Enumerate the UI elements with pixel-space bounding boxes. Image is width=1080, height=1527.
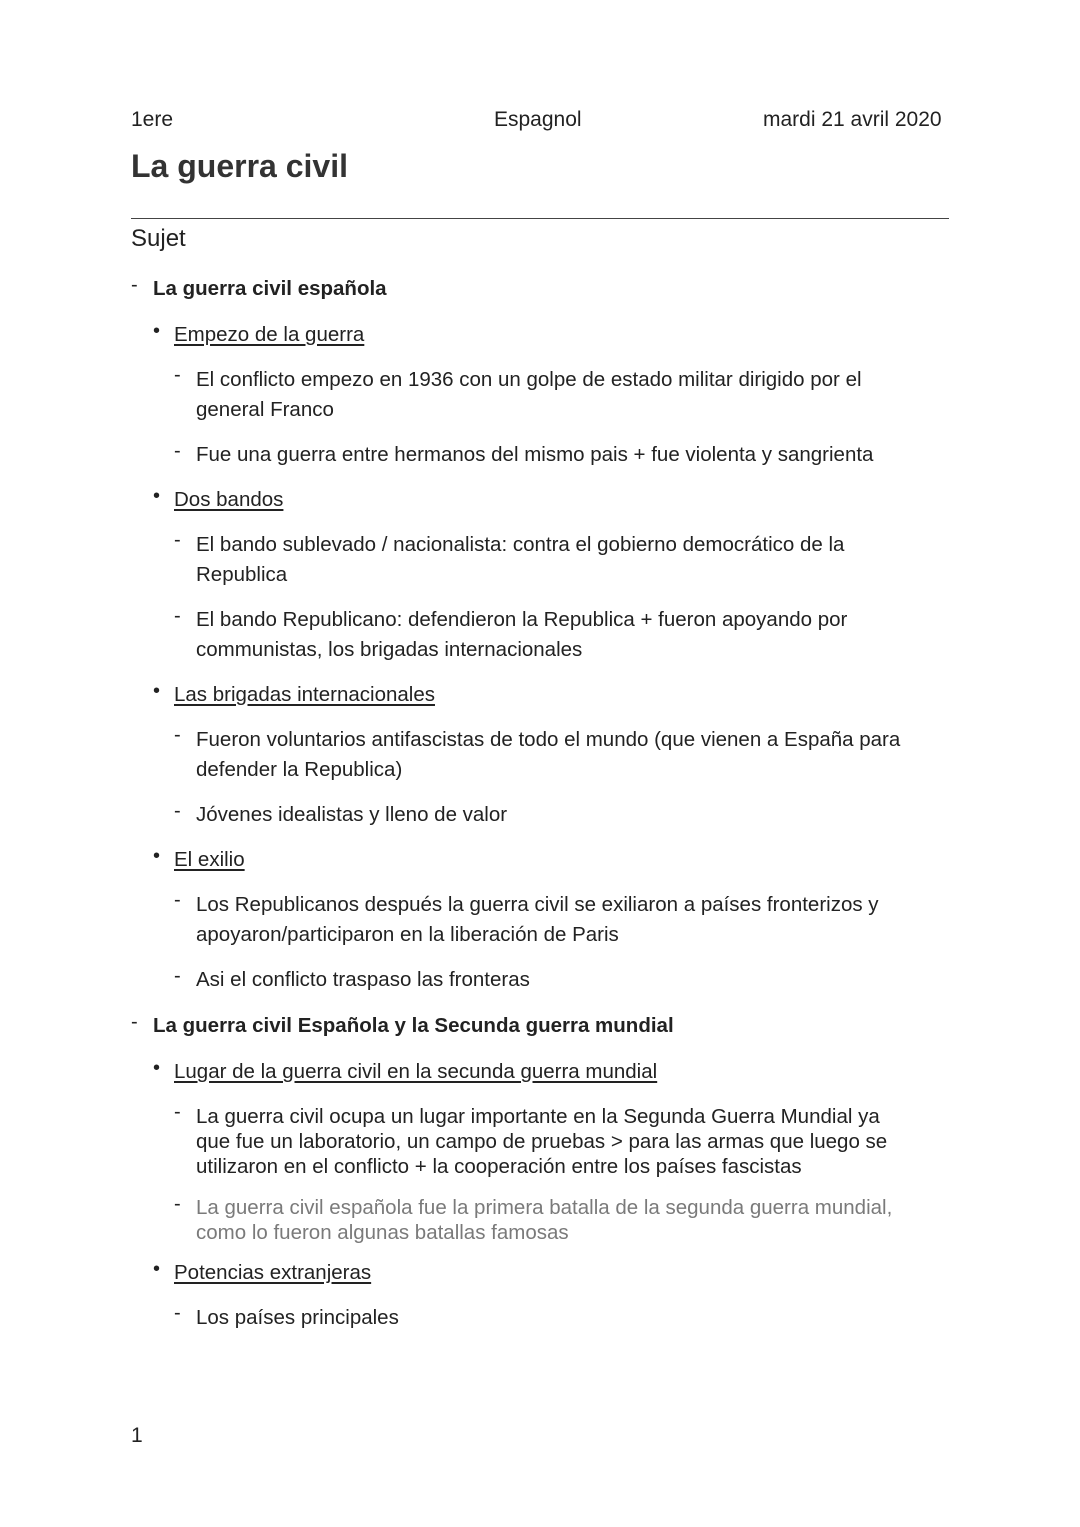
list-item-continuation: general Franco (196, 398, 334, 421)
header-class: 1ere (131, 108, 174, 131)
dash-icon: - (174, 1302, 181, 1324)
bullet-icon: • (153, 1057, 161, 1079)
list-item-continuation: apoyaron/participaron en la liberación de Paris (196, 923, 619, 946)
list-item: Asi el conflicto traspaso las fronteras (196, 968, 530, 991)
dash-icon: - (174, 889, 181, 911)
dash-icon: - (174, 800, 181, 822)
list-item: Fueron voluntarios antifascistas de todo el mundo (que vienen a España para (196, 728, 901, 751)
list-item: Fue una guerra entre hermanos del mismo pais + fue violenta y sangrienta (196, 443, 874, 466)
dash-icon: - (174, 605, 181, 627)
header-date: mardi 21 avril 2020 (763, 108, 942, 131)
list-item: El bando sublevado / nacionalista: contra el gobierno democrático de la (196, 533, 845, 556)
topic-title: El exilio (174, 848, 245, 871)
bullet-icon: • (153, 320, 161, 342)
page-title: La guerra civil (131, 148, 348, 184)
dash-icon: - (174, 1193, 181, 1215)
dash-icon: - (174, 1101, 181, 1123)
bullet-icon: • (153, 1258, 161, 1280)
list-item-continuation: como lo fueron algunas batallas famosas (196, 1221, 569, 1244)
topic-title: Las brigadas internacionales (174, 683, 435, 706)
dash-icon: - (174, 965, 181, 987)
topic-title: Empezo de la guerra (174, 323, 365, 346)
list-item: La guerra civil española fue la primera batalla de la segunda guerra mundial, (196, 1196, 893, 1219)
topic-title: Lugar de la guerra civil en la secunda guerra mundial (174, 1060, 658, 1083)
list-item: Los países principales (196, 1306, 399, 1329)
list-item-continuation: communistas, los brigadas internacionales (196, 638, 583, 661)
dash-icon: - (174, 364, 181, 386)
list-item-continuation: defender la Republica) (196, 758, 403, 781)
dash-icon: - (174, 529, 181, 551)
bullet-icon: • (153, 680, 161, 702)
list-item-continuation: utilizaron en el conflicto + la cooperación entre los países fascistas (196, 1155, 802, 1178)
title-divider (131, 218, 949, 219)
list-item: La guerra civil ocupa un lugar importante en la Segunda Guerra Mundial ya (196, 1105, 880, 1128)
list-item: El conflicto empezo en 1936 con un golpe de estado militar dirigido por el (196, 368, 862, 391)
list-item-continuation: Republica (196, 563, 288, 586)
page-number: 1 (131, 1424, 143, 1447)
section-label: Sujet (131, 225, 186, 252)
section-dash-icon: - (131, 1011, 138, 1033)
topic-title: Potencias extranjeras (174, 1261, 372, 1284)
topic-title: Dos bandos (174, 488, 284, 511)
header-subject: Espagnol (494, 108, 582, 131)
bullet-icon: • (153, 845, 161, 867)
list-item-continuation: que fue un laboratorio, un campo de pruebas > para las armas que luego se (196, 1130, 888, 1153)
dash-icon: - (174, 724, 181, 746)
section-dash-icon: - (131, 274, 138, 296)
bullet-icon: • (153, 485, 161, 507)
section-heading: La guerra civil Española y la Secunda guerra mundial (153, 1014, 674, 1037)
list-item: Jóvenes idealistas y lleno de valor (196, 803, 508, 826)
list-item: Los Republicanos después la guerra civil se exiliaron a países fronterizos y (196, 893, 879, 916)
dash-icon: - (174, 440, 181, 462)
section-heading: La guerra civil española (153, 277, 387, 300)
list-item: El bando Republicano: defendieron la Republica + fueron apoyando por (196, 608, 848, 631)
